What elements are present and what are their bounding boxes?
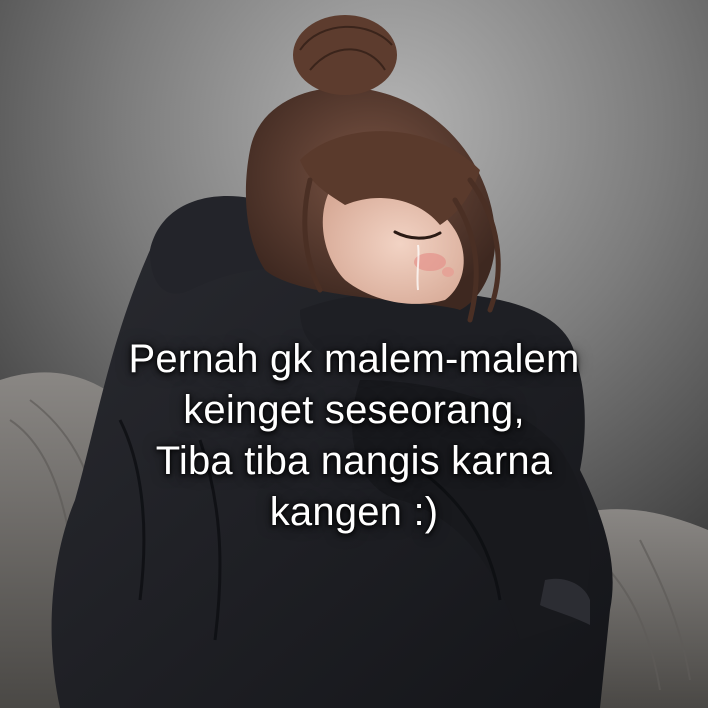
caption-line-2: keinget seseorang,: [183, 388, 525, 432]
caption-line-4: kangen :): [269, 490, 439, 534]
tear: [417, 245, 418, 290]
caption-line-1: Pernah gk malem-malem: [128, 337, 580, 381]
quote-caption: [0, 334, 708, 538]
nose: [442, 267, 454, 277]
caption-line-3: Tiba tiba nangis karna: [155, 439, 553, 483]
